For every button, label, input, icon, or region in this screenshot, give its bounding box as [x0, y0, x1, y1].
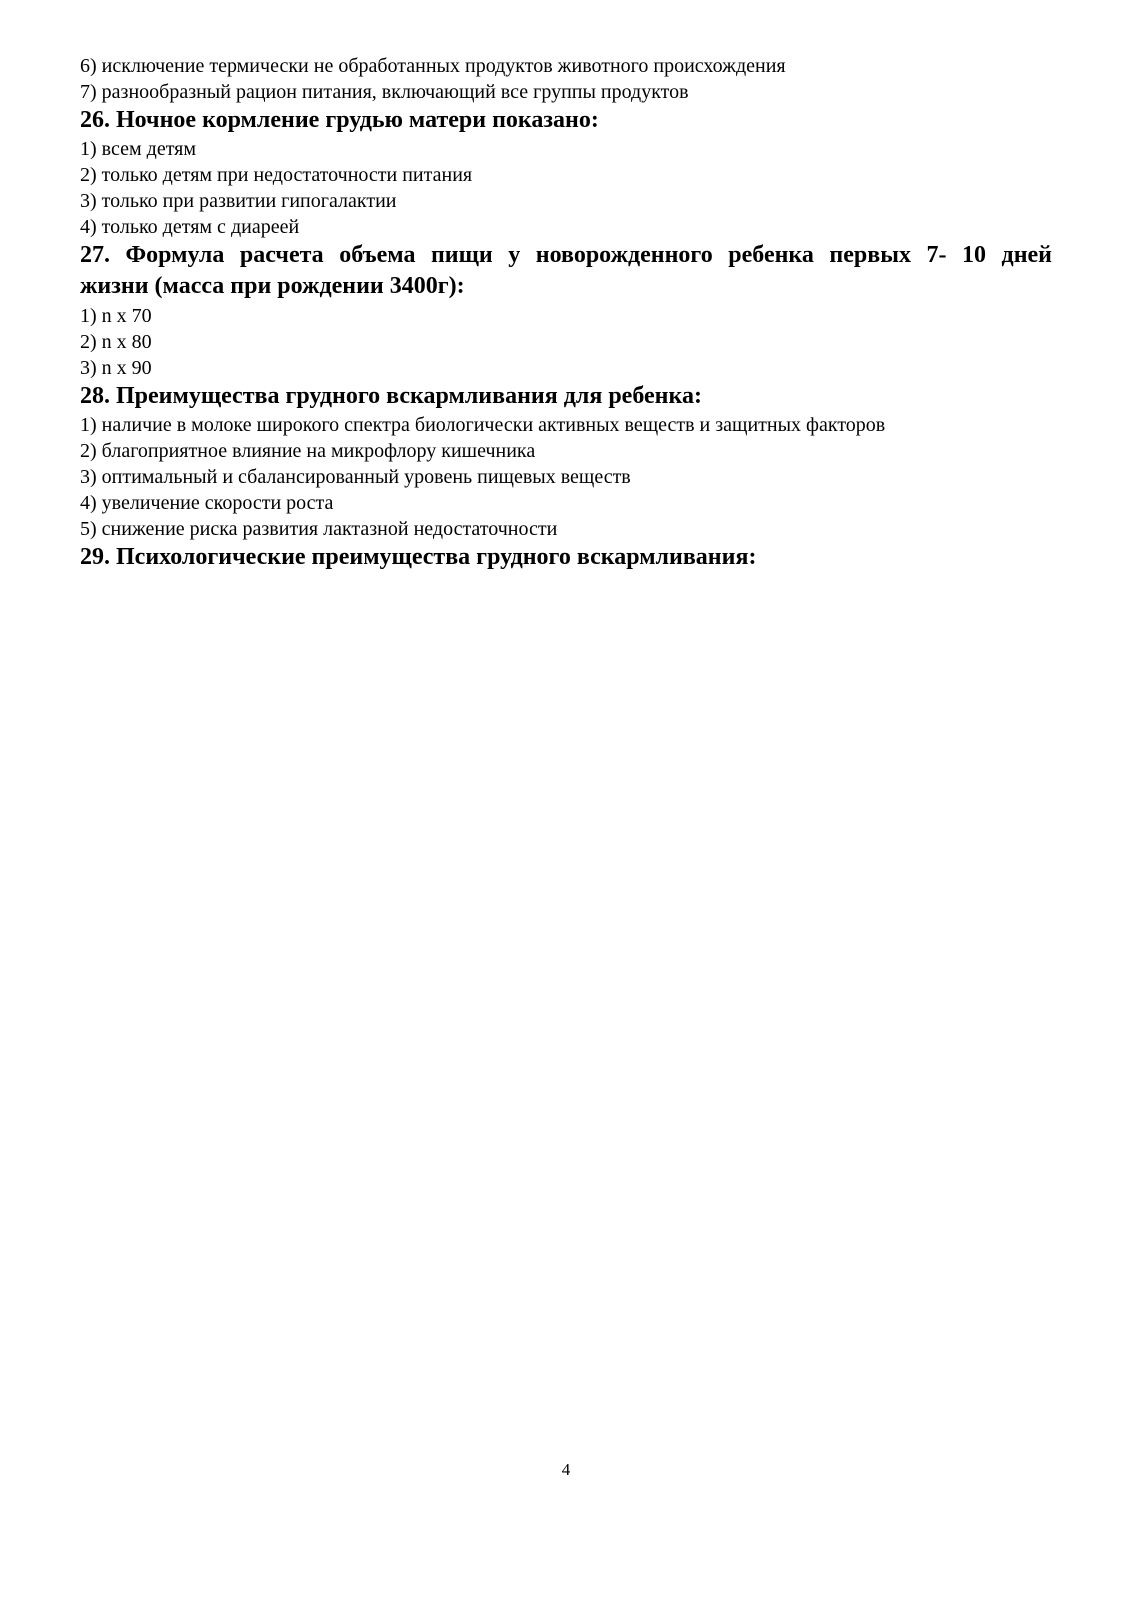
question-27-title: [80, 240, 1052, 302]
question-28-option-1: 1) наличие в молоке широкого спектра биологически активных веществ и защитных факторов: [80, 414, 886, 436]
question-28-option-2: 2) благоприятное влияние на микрофлору кишечника: [80, 440, 536, 462]
question-26-option-1: 1) всем детям: [80, 138, 197, 160]
question-26-option-3: 3) только при развитии гипогалактии: [80, 190, 397, 212]
question-28-title: 28. Преимущества грудного вскармливания для ребенка:: [80, 383, 702, 409]
question-27-title-line-2: жизни (масса при рождении 3400г):: [80, 273, 465, 299]
question-28-option-4: 4) увеличение скорости роста: [80, 492, 334, 514]
list-item: 6) исключение термически не обработанных продуктов животного происхождения: [80, 55, 786, 77]
document-page: [80, 53, 1052, 573]
question-26-option-2: 2) только детям при недостаточности питания: [80, 164, 473, 186]
question-26-option-4: 4) только детям с диареей: [80, 216, 300, 238]
question-28-option-3: 3) оптимальный и сбалансированный уровень пищевых веществ: [80, 466, 631, 488]
question-27-option-3: 3) n x 90: [80, 357, 152, 379]
list-item: 7) разнообразный рацион питания, включающий все группы продуктов: [80, 81, 689, 103]
question-27-option-1: 1) n x 70: [80, 305, 152, 327]
question-27-option-2: 2) n x 80: [80, 331, 152, 353]
question-27-title-line-1: 27. Формула расчета объема пищи у новорожденного ребенка первых 7- 10 дней: [80, 242, 1052, 268]
question-26-title: 26. Ночное кормление грудью матери показано:: [80, 107, 599, 133]
question-28-option-5: 5) снижение риска развития лактазной недостаточности: [80, 518, 558, 540]
page-number: 4: [561, 1460, 571, 1479]
question-29-title: 29. Психологические преимущества грудного вскармливания:: [80, 544, 757, 570]
